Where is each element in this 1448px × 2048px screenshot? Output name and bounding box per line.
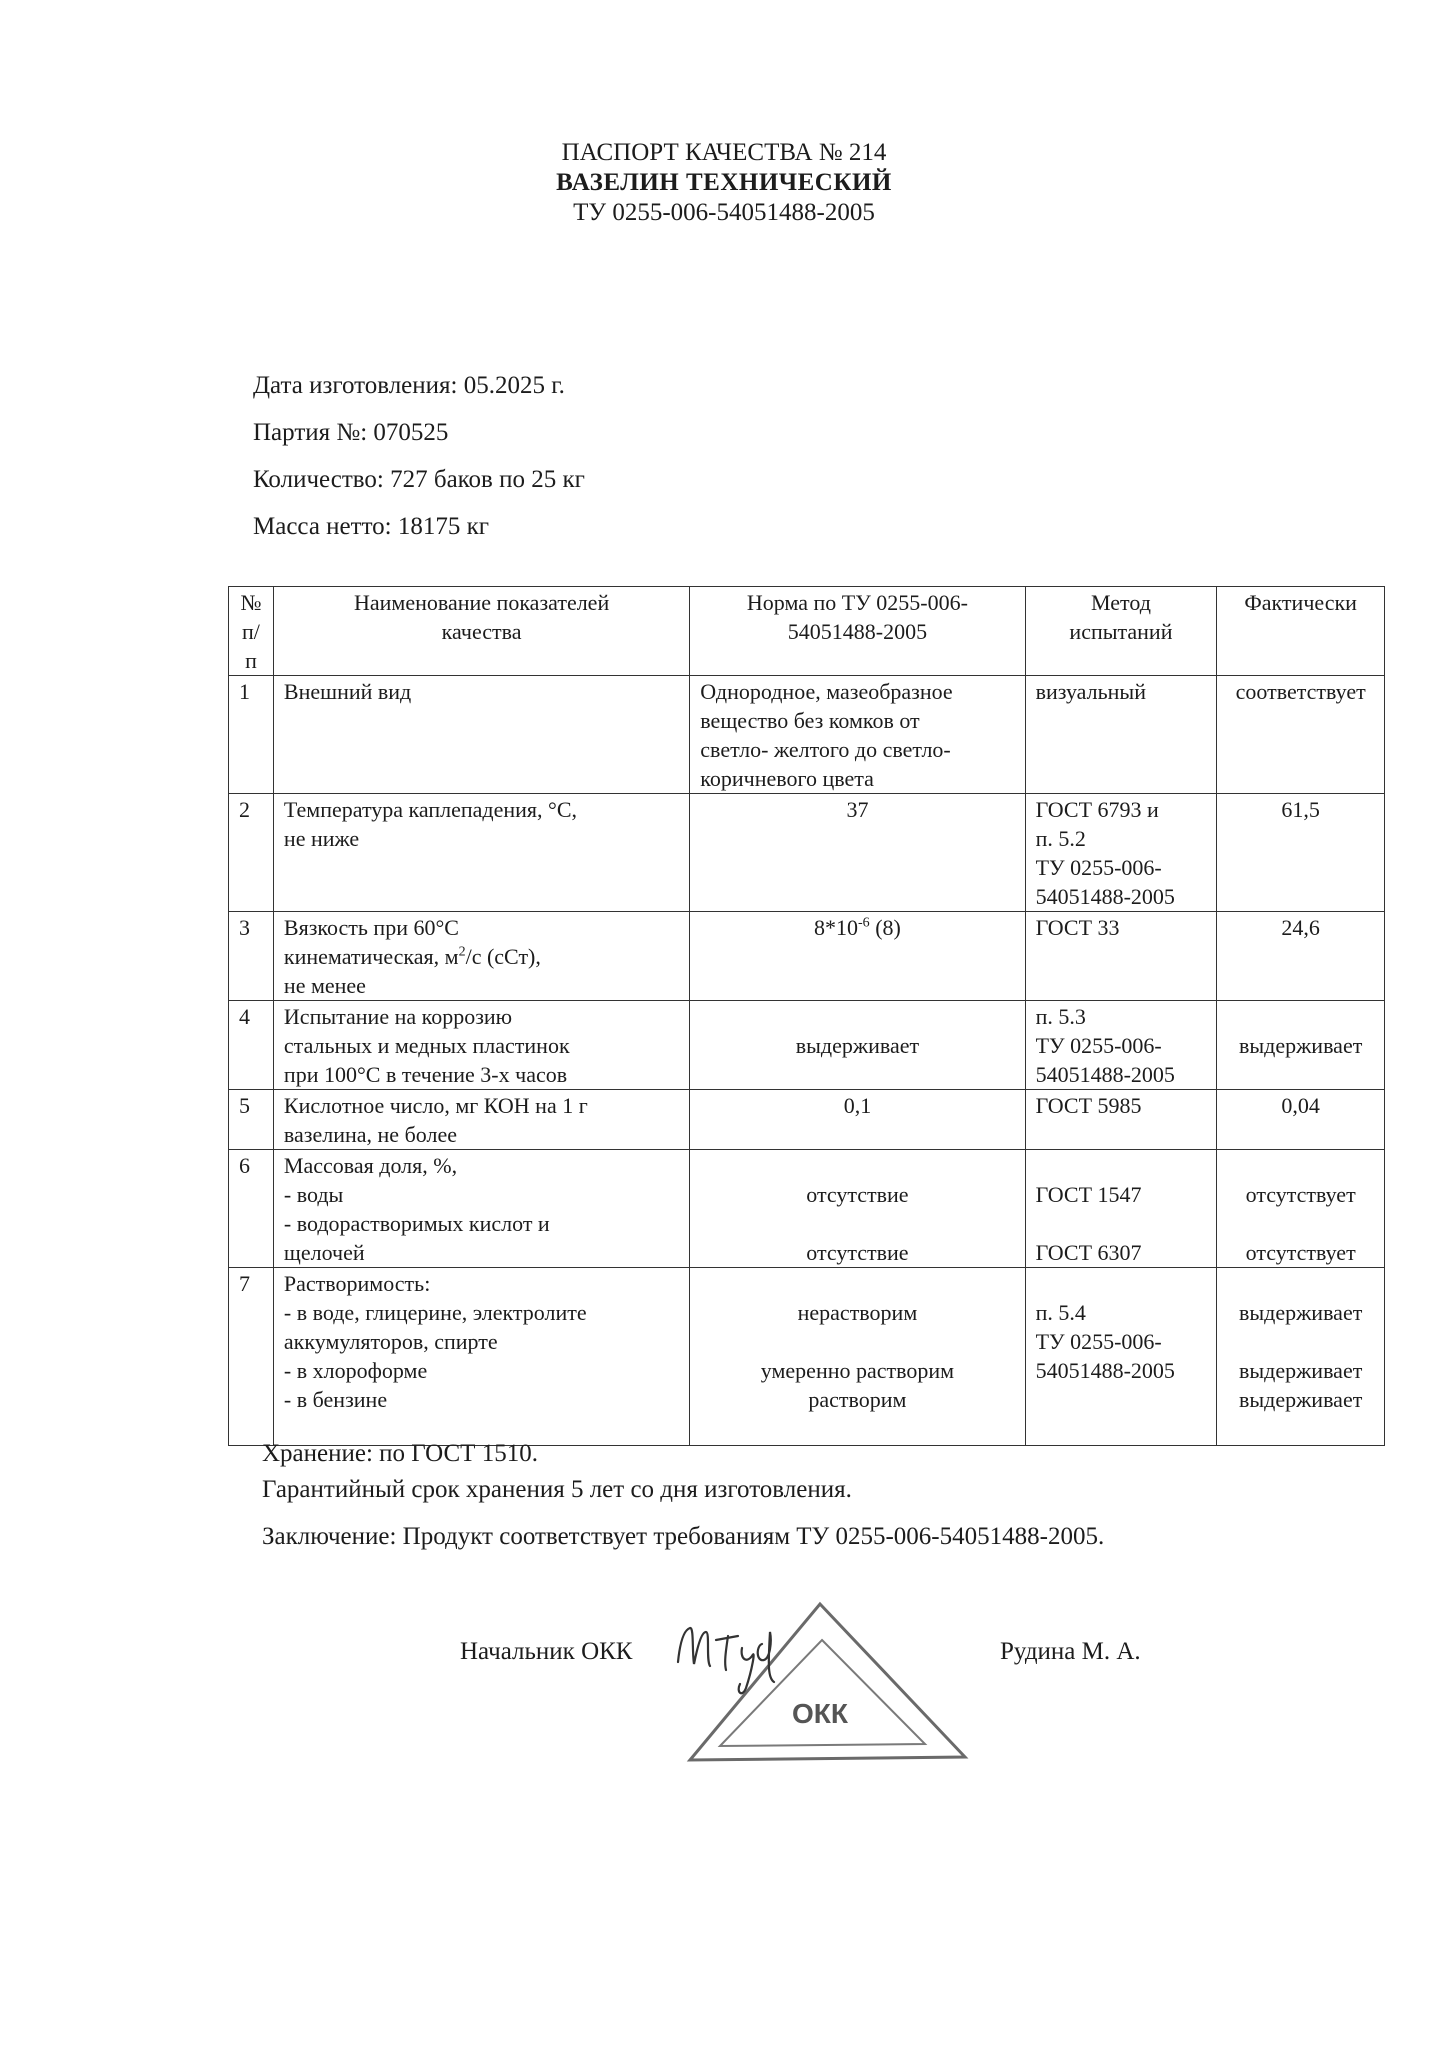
- row-norm: 37: [690, 794, 1025, 912]
- signer-name: Рудина М. А.: [1000, 1638, 1141, 1665]
- row-norm: отсутствие отсутствие: [690, 1150, 1025, 1268]
- signer-title: Начальник ОКК: [460, 1638, 633, 1665]
- warranty-line: Гарантийный срок хранения 5 лет со дня изготовления.: [262, 1476, 852, 1503]
- row-name: Растворимость: - в воде, глицерине, электролите аккумуляторов, спирте - в хлороформе - в бензине: [273, 1268, 689, 1446]
- signature-icon: [678, 1628, 774, 1693]
- table-row: [229, 1268, 1385, 1446]
- batch-number: Партия №: 070525: [253, 419, 449, 446]
- row-name: Вязкость при 60°С кинематическая, $м^2/с$ (сСт), не менее: [273, 912, 689, 1001]
- row-method: ГОСТ 6793 и п. 5.2 ТУ 0255-006- 54051488-2005: [1025, 794, 1217, 912]
- row-num: 4: [229, 1001, 274, 1090]
- row-num: 5: [229, 1090, 274, 1150]
- product-name: ВАЗЕЛИН ТЕХНИЧЕСКИЙ: [556, 169, 892, 196]
- row-actual: 0,04: [1217, 1090, 1385, 1150]
- row-method: ГОСТ 5985: [1025, 1090, 1217, 1150]
- row-name: Испытание на коррозию стальных и медных пластинок при 100°С в течение 3-х часов: [273, 1001, 689, 1090]
- row-method: визуальный: [1025, 676, 1217, 794]
- table-row: [229, 912, 1385, 1001]
- row-name: Температура каплепадения, °С, не ниже: [273, 794, 689, 912]
- row-name: Кислотное число, мг КОН на 1 г вазелина, не более: [273, 1090, 689, 1150]
- row-method: п. 5.4 ТУ 0255-006- 54051488-2005: [1025, 1268, 1217, 1446]
- row-norm: 0,1: [690, 1090, 1025, 1150]
- spec-reference: ТУ 0255-006-54051488-2005: [573, 199, 875, 226]
- storage-info: [262, 1436, 852, 1508]
- row-norm: выдерживает: [690, 1001, 1025, 1090]
- table-header-row: [229, 587, 1385, 676]
- row-method: ГОСТ 33: [1025, 912, 1217, 1001]
- signature-block: [0, 1622, 1448, 1782]
- row-num: 7: [229, 1268, 274, 1446]
- row-num: 3: [229, 912, 274, 1001]
- table-row: [229, 1001, 1385, 1090]
- stamp-icon: [690, 1604, 965, 1760]
- net-mass: Масса нетто: 18175 кг: [253, 513, 490, 540]
- row-name: Массовая доля, %, - воды - водорастворимых кислот и щелочей: [273, 1150, 689, 1268]
- row-num: 1: [229, 676, 274, 794]
- document-header: [0, 138, 1448, 228]
- row-name: Внешний вид: [273, 676, 689, 794]
- row-actual: 61,5: [1217, 794, 1385, 912]
- row-actual: выдерживает: [1217, 1001, 1385, 1090]
- batch-info: [253, 362, 585, 550]
- storage-line: Хранение: по ГОСТ 1510.: [262, 1440, 538, 1467]
- row-actual: отсутствует отсутствует: [1217, 1150, 1385, 1268]
- row-norm: Однородное, мазеобразное вещество без комков от светло- желтого до светло- коричневого цвета: [690, 676, 1025, 794]
- table-row: [229, 1150, 1385, 1268]
- header-name: Наименование показателей качества: [273, 587, 689, 676]
- row-actual: соответствует: [1217, 676, 1385, 794]
- quantity: Количество: 727 баков по 25 кг: [253, 466, 585, 493]
- row-norm: нерастворим умеренно растворим растворим: [690, 1268, 1025, 1446]
- stamp-text: ОКК: [792, 1698, 848, 1729]
- table-row: [229, 794, 1385, 912]
- quality-table: [228, 586, 1385, 1446]
- row-num: 6: [229, 1150, 274, 1268]
- header-num: № п/ п: [229, 587, 274, 676]
- row-actual: выдерживает выдерживает выдерживает: [1217, 1268, 1385, 1446]
- table-row: [229, 676, 1385, 794]
- row-num: 2: [229, 794, 274, 912]
- row-method: ГОСТ 1547 ГОСТ 6307: [1025, 1150, 1217, 1268]
- row-norm: $8*10^{-6}$ (8): [690, 912, 1025, 1001]
- document-title: ПАСПОРТ КАЧЕСТВА № 214: [561, 139, 887, 166]
- row-actual: 24,6: [1217, 912, 1385, 1001]
- header-norm: Норма по ТУ 0255-006- 54051488-2005: [690, 587, 1025, 676]
- conclusion: Заключение: Продукт соответствует требованиям ТУ 0255-006-54051488-2005.: [262, 1523, 1105, 1550]
- header-actual: Фактически: [1217, 587, 1385, 676]
- table-row: [229, 1090, 1385, 1150]
- row-method: п. 5.3 ТУ 0255-006- 54051488-2005: [1025, 1001, 1217, 1090]
- stamp-and-signature: [670, 1592, 1000, 1767]
- manufacture-date: Дата изготовления: 05.2025 г.: [253, 372, 565, 399]
- header-method: Метод испытаний: [1025, 587, 1217, 676]
